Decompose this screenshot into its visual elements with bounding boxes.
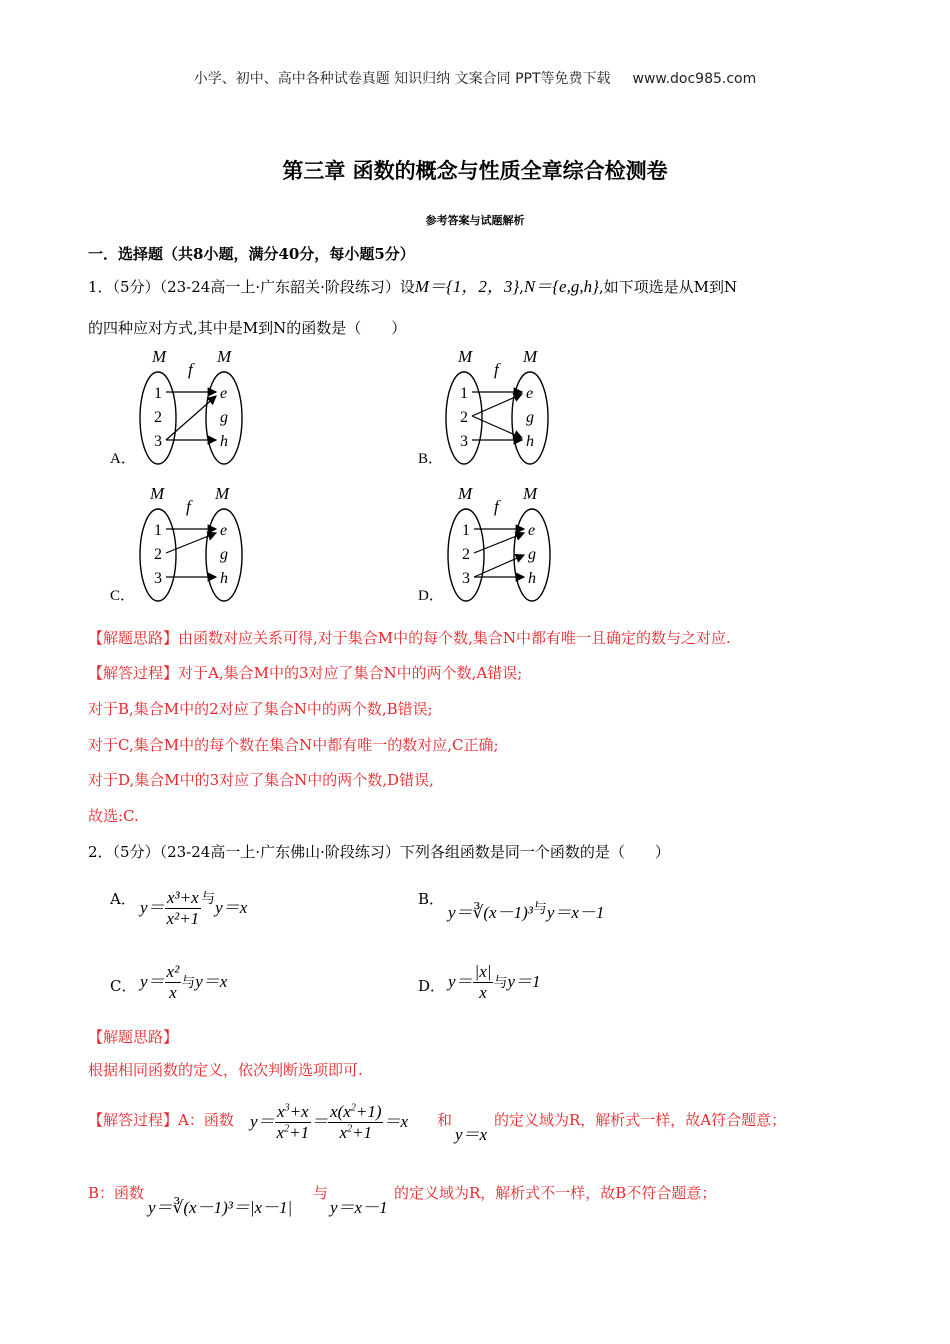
diagram-b: [408, 340, 608, 470]
svg-text:3: 3: [154, 433, 162, 450]
svg-text:1: 1: [154, 522, 162, 539]
q1-stem-line2: 的四种应对方式,其中是M到N的函数是（ ）: [88, 319, 407, 337]
svg-text:g: g: [526, 409, 534, 426]
svg-text:f: f: [494, 497, 499, 516]
q2-option-a-math: y＝ $\frac{\text{x³+x}}{\text{x²+1}}$ 与y＝x: [140, 888, 248, 928]
q1-proc-2: 对于B,集合M中的2对应了集合N中的两个数,B错误;: [88, 700, 433, 718]
svg-text:2: 2: [462, 546, 470, 563]
q2-option-d: D．: [418, 977, 446, 995]
q2-option-b: B．: [418, 890, 445, 908]
svg-text:1: 1: [460, 385, 468, 402]
label-m-right: M: [217, 347, 232, 366]
diagram-d: [408, 477, 608, 607]
svg-text:g: g: [528, 546, 536, 563]
q2-option-c-math: y＝ $\frac{\text{x²}}{x}$ 与y＝x: [140, 962, 228, 1002]
diagram-a: [100, 340, 300, 470]
svg-text:h: h: [220, 433, 228, 450]
q2-proc-b: B：函数: [88, 1184, 145, 1202]
section-heading: 一．选择题（共8小题，满分40分，每小题5分）: [88, 245, 415, 263]
svg-text:f: f: [494, 360, 499, 379]
q2-option-c: C．: [110, 977, 137, 995]
q2-proc-b-tail: 的定义域为R，解析式不一样，故B不符合题意；: [394, 1184, 717, 1202]
page-header: [0, 68, 950, 88]
q2-proc-b-rhs: y＝x－1: [330, 1198, 388, 1217]
q2-stem: 2．（5分）（23-24高一上·广东佛山·阶段练习）下列各组函数是同一个函数的是（ ）: [88, 843, 670, 861]
option-c-label: C．: [110, 588, 136, 604]
q2-option-b-math: y＝∛(x－1)³与y＝x－1: [448, 901, 605, 922]
svg-text:M: M: [523, 484, 538, 503]
header-site: www.doc985.com: [632, 71, 757, 87]
label-m-left: M: [152, 347, 167, 366]
svg-text:M: M: [215, 484, 230, 503]
q1-stem-a: 1．（5分）（23-24高一上·广东韶关·阶段练习）设: [88, 278, 415, 296]
q1-stem-b: ,如下项选是从M到N: [598, 278, 738, 296]
q1-stem: 1．（5分）（23-24高一上·广东韶关·阶段练习）设M＝{1，2，3},N＝{e,g,h},如下项选是从M到N: [88, 277, 738, 296]
q1-proc-3: 对于C,集合M中的每个数在集合N中都有唯一的数对应,C正确;: [88, 736, 499, 754]
svg-text:2: 2: [154, 546, 162, 563]
svg-text:M: M: [458, 347, 473, 366]
option-d-label: D．: [418, 588, 444, 604]
diagram-c: [100, 477, 300, 607]
q2-idea-title: 【解题思路】: [88, 1028, 179, 1046]
q2-idea: 根据相同函数的定义，依次判断选项即可.: [88, 1061, 363, 1079]
svg-text:g: g: [220, 409, 228, 426]
svg-text:M: M: [150, 484, 165, 503]
header-text: 小学、初中、高中各种试卷真题 知识归纳 文案合同 PPT等免费下载: [193, 71, 611, 87]
svg-text:f: f: [186, 497, 191, 516]
q2-proc-a: 【解答过程】A：函数: [88, 1111, 234, 1129]
subtitle: 参考答案与试题解析: [425, 214, 525, 227]
svg-text:e: e: [220, 522, 228, 539]
q1-set-m: M＝{1，2，3}: [414, 277, 520, 296]
page-title: 第三章 函数的概念与性质全章综合检测卷: [282, 159, 668, 183]
q2-option-d-math: y＝ $\frac{|x|}{x}$ 与y＝1: [448, 962, 541, 1002]
q2-proc-a-math: y＝ $\frac{x^3+x}{x^2+1}$ ＝ $\frac{x(x^2+1)}{x^2+1}$ ＝x: [250, 1102, 409, 1142]
svg-text:1: 1: [462, 522, 470, 539]
svg-text:e: e: [220, 385, 228, 402]
q2-proc-b-math: y＝∛(x－1)³＝|x－1|: [148, 1198, 293, 1217]
q1-proc-4: 对于D,集合M中的3对应了集合N中的两个数,D错误,: [88, 771, 434, 789]
q1-idea: 【解题思路】由函数对应关系可得,对于集合M中的每个数,集合N中都有唯一且确定的数与之对应.: [88, 629, 731, 647]
svg-text:3: 3: [462, 570, 470, 587]
svg-text:e: e: [526, 385, 534, 402]
svg-text:1: 1: [154, 385, 162, 402]
option-b-label: B．: [418, 451, 444, 467]
svg-text:3: 3: [154, 570, 162, 587]
q1-set-n: N＝{e,g,h}: [523, 277, 599, 296]
q2-proc-a-rhs: y＝x: [455, 1125, 488, 1144]
q1-proc-5: 故选:C.: [88, 807, 139, 825]
q2-proc-b-and: 与: [313, 1184, 329, 1202]
svg-text:g: g: [220, 546, 228, 563]
svg-text:M: M: [523, 347, 538, 366]
svg-text:e: e: [528, 522, 536, 539]
svg-text:3: 3: [460, 433, 468, 450]
svg-text:h: h: [528, 570, 536, 587]
label-f: f: [188, 360, 193, 379]
q2-proc-a-and: 和: [437, 1111, 453, 1129]
svg-text:h: h: [220, 570, 228, 587]
option-a-label: A．: [110, 451, 136, 467]
q1-proc-1: 【解答过程】对于A,集合M中的3对应了集合N中的两个数,A错误;: [88, 664, 523, 682]
svg-text:h: h: [526, 433, 534, 450]
q2-option-a: A．: [110, 890, 136, 908]
q2-proc-a-tail: 的定义域为R，解析式一样，故A符合题意；: [494, 1111, 787, 1129]
svg-text:2: 2: [154, 409, 162, 426]
svg-text:M: M: [458, 484, 473, 503]
svg-text:2: 2: [460, 409, 468, 426]
